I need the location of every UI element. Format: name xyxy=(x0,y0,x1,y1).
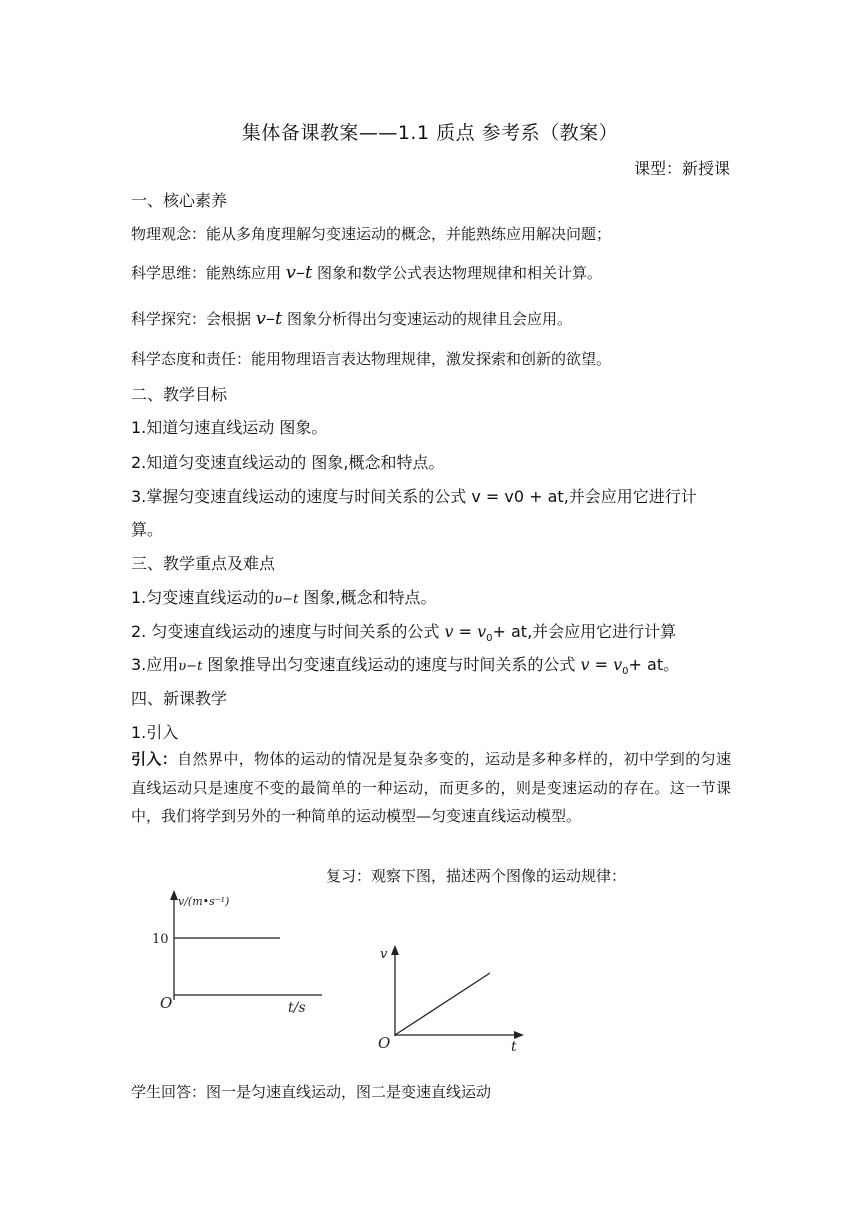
graph-uniform-motion xyxy=(140,882,340,1018)
literacy-line-3 xyxy=(131,308,572,329)
key-line-2-b: + at,并会应用它进行计算 xyxy=(492,622,677,641)
value-label: 10 xyxy=(152,932,169,947)
literacy-line-2 xyxy=(131,262,602,283)
key-line-1-a: 1.匀变速直线运动的 xyxy=(131,588,275,607)
section-heading-1: 一、核心素养 xyxy=(131,191,228,210)
formula-v: v xyxy=(444,622,454,641)
formula-v0: v xyxy=(613,655,623,674)
vt-symbol: υ−t xyxy=(274,592,299,607)
key-line-1 xyxy=(131,585,437,608)
formula-subscript: 0 xyxy=(486,633,493,645)
intro-paragraph xyxy=(131,745,731,831)
velocity-line xyxy=(395,973,490,1035)
vt-symbol: v–t xyxy=(285,262,313,283)
review-prompt: 复习：观察下图，描述两个图像的运动规律： xyxy=(326,867,627,885)
subheading-intro: 1.引入 xyxy=(131,723,179,742)
intro-text: 自然界中，物体的运动的情况是复杂多变的，运动是多种多样的，初中学到的匀速直线运动只是速度不变的最简单的一种运动，而更多的，则是变速运动的存在。这一节课中，我们将学到另外的一种简单的运动模型—匀变速直线运动模型。 xyxy=(131,750,731,826)
key-line-3 xyxy=(131,652,679,677)
literacy-line-3-a: 科学探究：会根据 xyxy=(131,310,256,328)
section-heading-2: 二、教学目标 xyxy=(131,385,228,404)
literacy-line-3-b: 图象分析得出匀变速运动的规律且会应用。 xyxy=(282,310,572,328)
course-type: 课型：新授课 xyxy=(633,159,730,178)
x-axis-arrow xyxy=(514,1031,524,1039)
key-line-3-a: 3.应用 xyxy=(131,655,179,674)
formula-eq: = xyxy=(589,655,614,674)
y-axis-arrow xyxy=(170,890,178,900)
key-line-1-b: 图象,概念和特点。 xyxy=(298,588,437,607)
student-answer: 学生回答：图一是匀速直线运动，图二是变速直线运动 xyxy=(131,1083,492,1101)
page-title: 集体备课教案——1.1 质点 参考系（教案） xyxy=(241,122,619,144)
x-axis-label: t/s xyxy=(288,1000,306,1016)
goal-line-3a: 3.掌握匀变速直线运动的速度与时间关系的公式 v = v0 + at,并会应用它进行计 xyxy=(131,487,697,506)
key-line-2 xyxy=(131,619,676,644)
vt-symbol: v–t xyxy=(255,308,283,329)
literacy-line-2-b: 图象和数学公式表达物理规律和相关计算。 xyxy=(312,264,602,282)
formula-v0: v xyxy=(477,622,487,641)
key-line-3-c: + at。 xyxy=(628,655,680,674)
y-axis-label: v/(m•s⁻¹) xyxy=(178,895,230,908)
y-axis-arrow xyxy=(391,945,399,955)
y-axis-label: v xyxy=(380,947,388,962)
key-line-2-a: 2. 匀变速直线运动的速度与时间关系的公式 xyxy=(131,622,445,641)
graph-accelerated-motion xyxy=(370,938,530,1056)
goal-line-3b: 算。 xyxy=(131,520,164,539)
section-heading-4: 四、新课教学 xyxy=(131,689,228,708)
section-heading-3: 三、教学重点及难点 xyxy=(131,554,276,573)
goal-line-1: 1.知道匀速直线运动 图象。 xyxy=(131,418,328,437)
origin-label: O xyxy=(160,994,173,1012)
literacy-line-4: 科学态度和责任：能用物理语言表达物理规律，激发探索和创新的欲望。 xyxy=(131,350,612,368)
intro-label: 引入： xyxy=(131,750,178,768)
key-line-3-b: 图象推导出匀变速直线运动的速度与时间关系的公式 xyxy=(202,655,581,674)
vt-symbol: υ−t xyxy=(178,659,203,674)
formula-subscript: 0 xyxy=(622,666,629,678)
literacy-line-1: 物理观念：能从多角度理解匀变速运动的概念，并能熟练应用解决问题； xyxy=(131,225,612,243)
origin-label: O xyxy=(378,1034,391,1052)
formula-eq: = xyxy=(453,622,478,641)
formula-v: v xyxy=(580,655,590,674)
goal-line-2: 2.知道匀变速直线运动的 图象,概念和特点。 xyxy=(131,453,445,472)
literacy-line-2-a: 科学思维：能熟练应用 xyxy=(131,264,286,282)
x-axis-label: t xyxy=(511,1039,517,1055)
